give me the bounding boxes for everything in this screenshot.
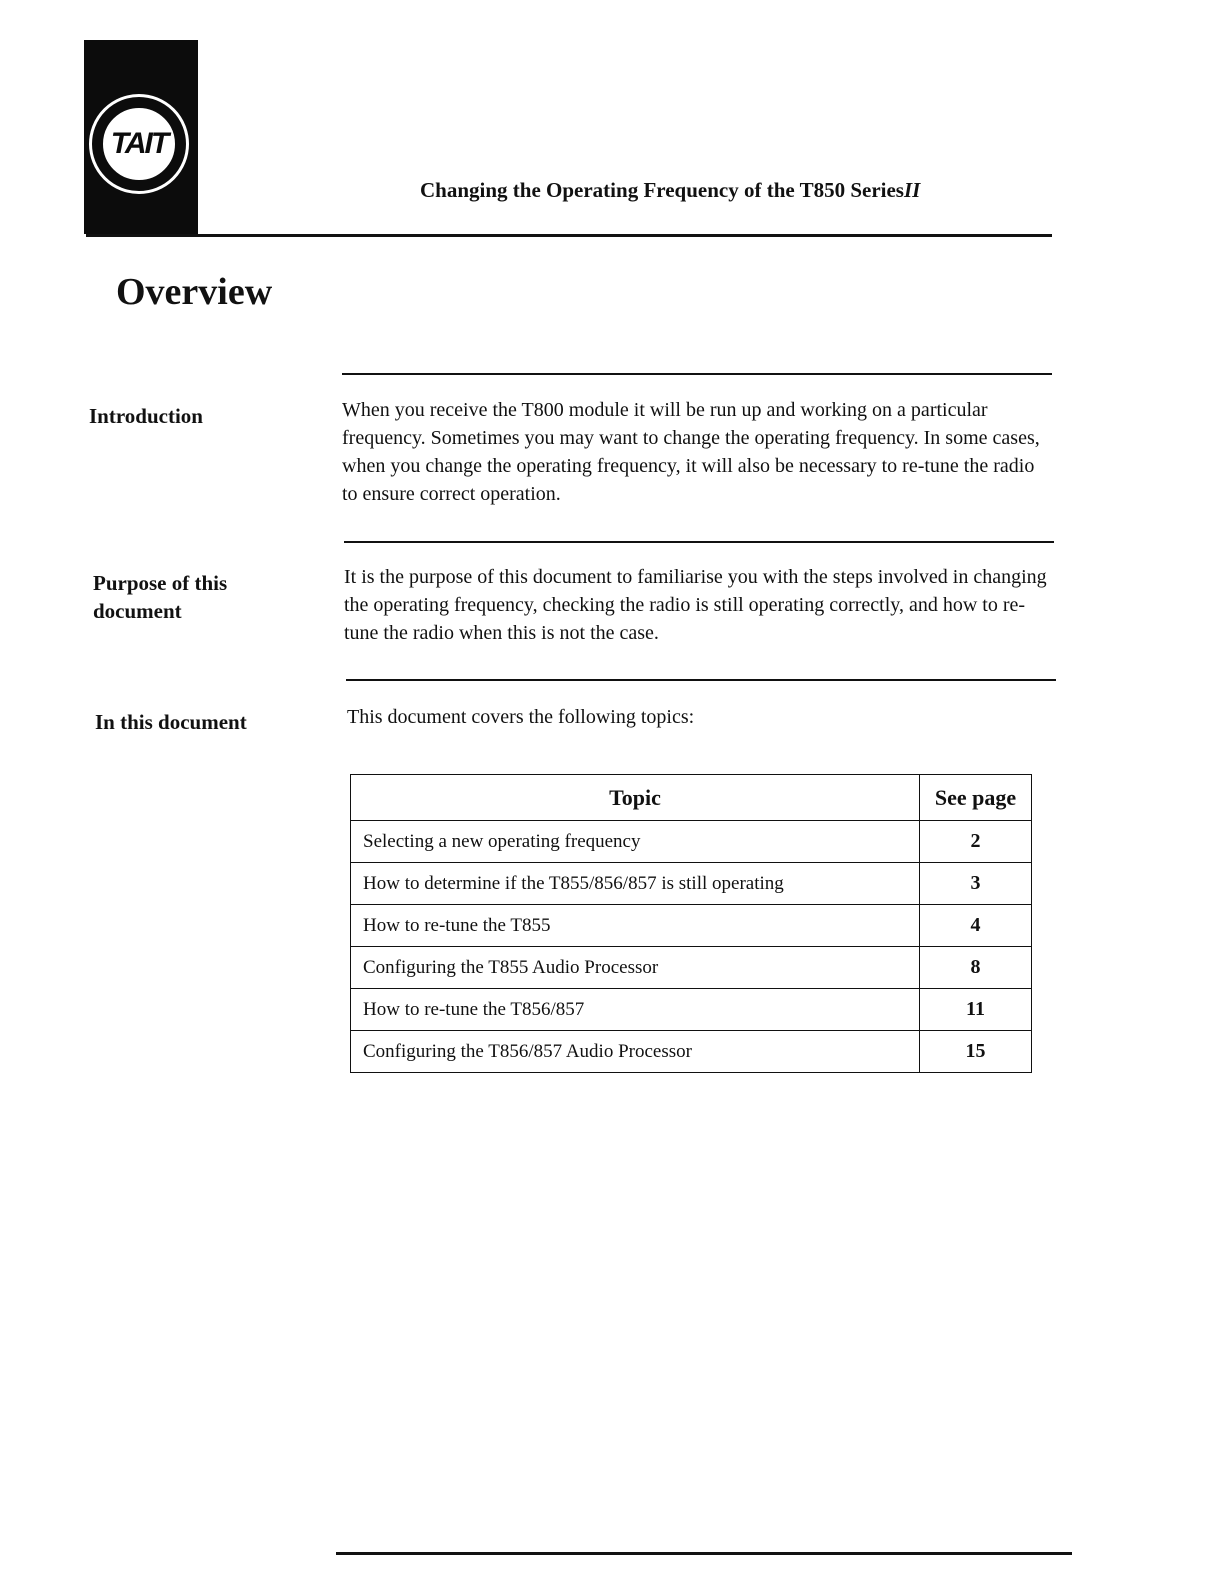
topic-cell: How to re-tune the T855 [351,905,920,947]
topics-table [350,774,1032,1073]
topic-cell: Selecting a new operating frequency [351,821,920,863]
purpose-text: It is the purpose of this document to familiarise you with the steps involved in changing the operating frequency, checking the radio is still operating correctly, and how to re-tune the radio when this is not the case. [344,566,1047,644]
section-label-purpose: Purpose of this document [93,571,228,623]
table-row [351,905,1032,947]
page-cell: 15 [920,1031,1032,1073]
section-body-introduction [342,396,1054,508]
page-column-header: See page [920,775,1032,821]
table-header-row [351,775,1032,821]
page-cell: 4 [920,905,1032,947]
page-cell: 2 [920,821,1032,863]
section-rule-purpose [344,541,1054,543]
running-header-suffix: II [903,178,921,202]
footer-rule [336,1552,1072,1555]
table-row [351,1031,1032,1073]
section-label-introduction: Introduction [89,404,203,428]
page-cell: 11 [920,989,1032,1031]
topic-cell: Configuring the T856/857 Audio Processor [351,1031,920,1073]
topic-cell: How to re-tune the T856/857 [351,989,920,1031]
section-label-contents: In this document [95,710,247,734]
running-header [420,178,920,203]
section-body-contents [347,703,1067,731]
topic-cell: Configuring the T855 Audio Processor [351,947,920,989]
page-cell: 8 [920,947,1032,989]
logo-text: TAIT [110,127,168,160]
table-row [351,947,1032,989]
table-row [351,989,1032,1031]
introduction-text: When you receive the T800 module it will be run up and working on a particular frequency. Sometimes you may want to change the operating frequency. In some cases, when you change the operating frequency, it will also be necessary to re-tune the radio to ensure correct operation. [342,399,1040,505]
contents-intro-text: This document covers the following topics: [347,706,695,728]
topic-cell: How to determine if the T855/856/857 is still operating [351,863,920,905]
topic-column-header: Topic [351,775,920,821]
section-body-purpose [344,563,1056,647]
section-rule-contents [346,679,1056,681]
page-cell: 3 [920,863,1032,905]
logo-badge [89,94,189,194]
logo-inner-circle [101,106,177,182]
table-row [351,821,1032,863]
header-rule [86,234,1052,237]
table-row [351,863,1032,905]
section-rule-introduction [342,373,1052,375]
logo-block [84,40,198,234]
page-title: Overview [116,271,273,313]
running-header-text: Changing the Operating Frequency of the T850 Series [420,178,904,202]
